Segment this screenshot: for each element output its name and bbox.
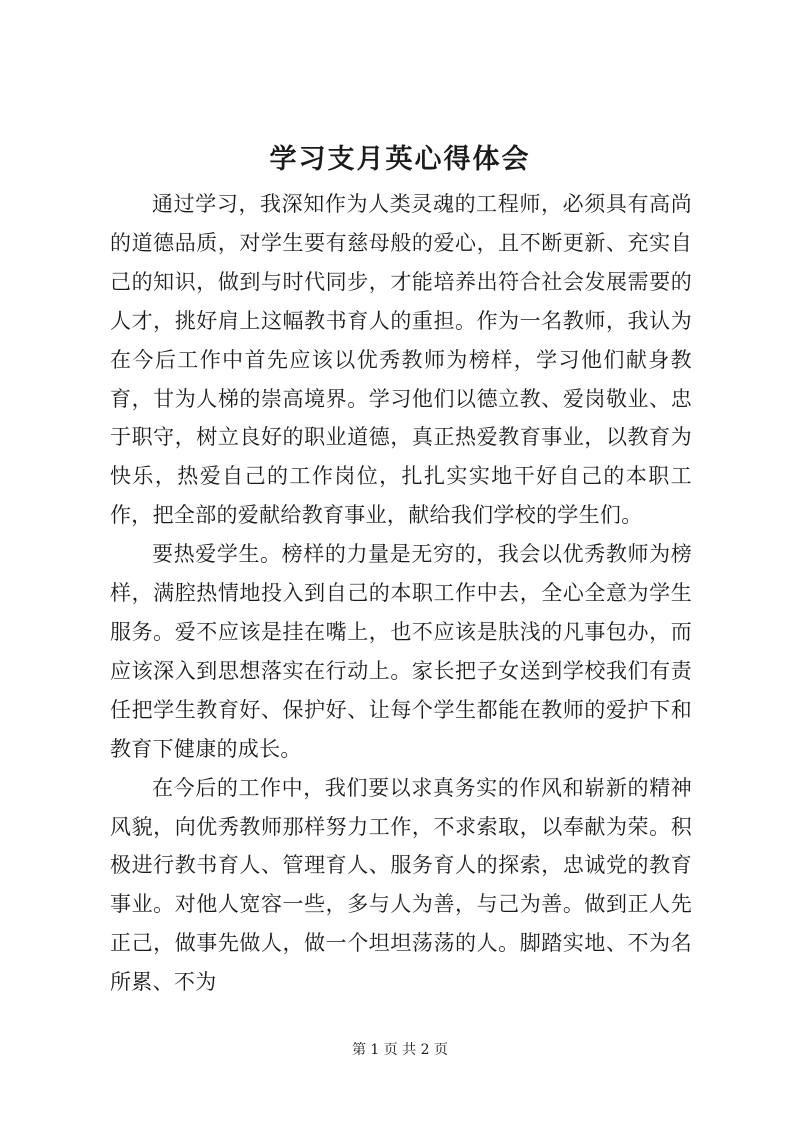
- paragraph-2: 要热爱学生。榜样的力量是无穷的，我会以优秀教师为榜样，满腔热情地投入到自己的本职工作中去，全心全意为学生服务。爱不应该是挂在嘴上，也不应该是肤浅的凡事包办，而应该深入到思想落实在行动上。家长把子女送到学校我们有责任把学生教育好、保护好、让每个学生都能在教师的爱护下和教育下健康的成长。: [110, 542, 692, 761]
- document-body: [110, 185, 692, 1002]
- paragraph-1: 通过学习，我深知作为人类灵魂的工程师，必须具有高尚的道德品质，对学生要有慈母般的爱心，且不断更新、充实自己的知识，做到与时代同步，才能培养出符合社会发展需要的人才，挑好肩上这幅教书育人的重担。作为一名教师，我认为在今后工作中首先应该以优秀教师为榜样，学习他们献身教育，甘为人梯的崇高境界。学习他们以德立教、爱岗敬业、忠于职守，树立良好的职业道德，真正热爱教育事业，以教育为快乐，热爱自己的工作岗位，扎扎实实地干好自己的本职工作，把全部的爱献给教育事业，献给我们学校的学生们。: [110, 192, 692, 528]
- page-footer: 第 1 页 共 2 页: [351, 1042, 449, 1058]
- document-title: 学习支月英心得体会: [269, 144, 531, 175]
- paragraph-3: 在今后的工作中，我们要以求真务实的作风和崭新的精神风貌，向优秀教师那样努力工作，不求索取，以奉献为荣。积极进行教书育人、管理育人、服务育人的探索，忠诚党的教育事业。对他人宽容一些，多与人为善，与己为善。做到正人先正己，做事先做人，做一个坦坦荡荡的人。脚踏实地、不为名所累、不为: [110, 775, 692, 995]
